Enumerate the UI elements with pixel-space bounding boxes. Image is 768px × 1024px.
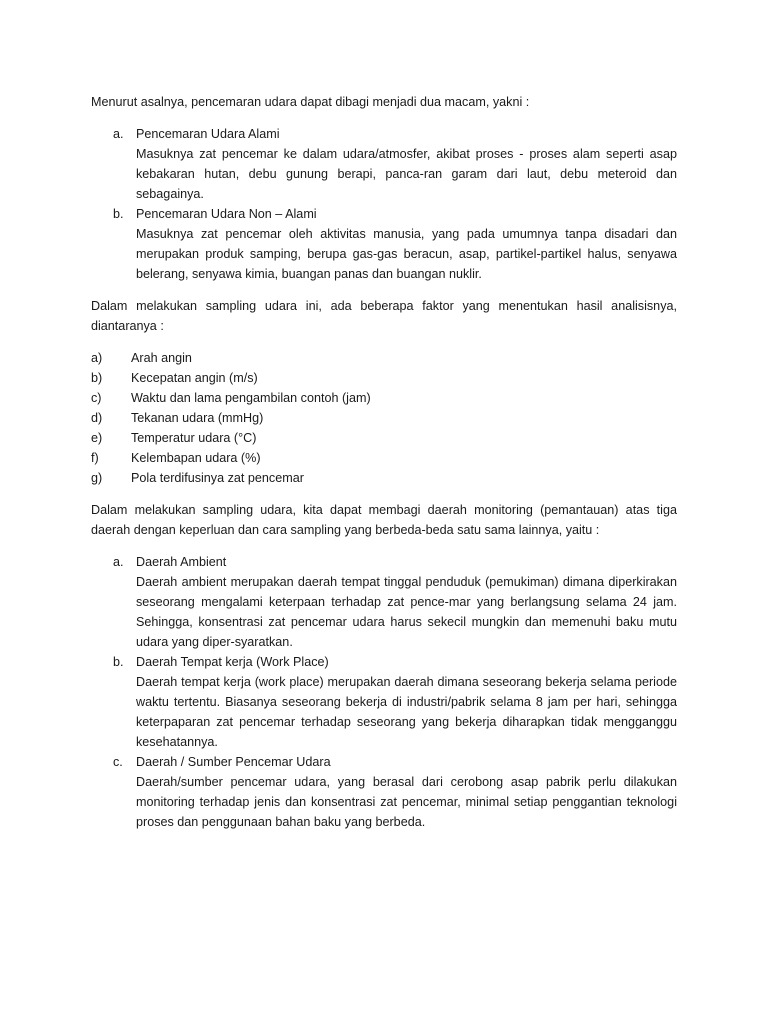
monitoring-area-list xyxy=(91,552,677,832)
list-marker: b) xyxy=(91,371,103,385)
list-marker: d) xyxy=(91,411,103,425)
item-body: Masuknya zat pencemar ke dalam udara/atmosfer, akibat proses - proses alam seperti asap kebakaran hutan, debu gunung berapi, panca-ran garam dari laut, debu meteroid dan sebagainya. xyxy=(136,147,677,201)
item-body: Daerah/sumber pencemar udara, yang berasal dari cerobong asap pabrik perlu dilakukan monitoring terhadap jenis dan konsentrasi zat pencemar, minimal setiap penggantian teknologi proses dan penggunaan bahan baku yang berbeda. xyxy=(136,775,677,829)
item-title: Pencemaran Udara Alami xyxy=(136,127,280,141)
list-item xyxy=(91,448,677,468)
item-title: Daerah Tempat kerja (Work Place) xyxy=(136,655,329,669)
list-item xyxy=(91,408,677,428)
list-item xyxy=(91,348,677,368)
item-title: Pencemaran Udara Non – Alami xyxy=(136,207,317,221)
list-marker: c. xyxy=(113,755,123,769)
list-marker: a. xyxy=(113,127,124,141)
list-item xyxy=(91,428,677,448)
list-item xyxy=(91,652,677,752)
factor-text: Kecepatan angin (m/s) xyxy=(131,371,258,385)
list-marker: c) xyxy=(91,391,102,405)
list-item xyxy=(91,388,677,408)
intro-paragraph: Menurut asalnya, pencemaran udara dapat dibagi menjadi dua macam, yakni : xyxy=(91,95,530,109)
list-marker: b. xyxy=(113,207,124,221)
item-title: Daerah Ambient xyxy=(136,555,227,569)
factor-text: Kelembapan udara (%) xyxy=(131,451,261,465)
factor-text: Arah angin xyxy=(131,351,192,365)
list-item xyxy=(91,204,677,284)
factor-text: Pola terdifusinya zat pencemar xyxy=(131,471,304,485)
document-page xyxy=(91,92,677,832)
list-marker: f) xyxy=(91,451,99,465)
sampling-factor-list xyxy=(91,348,677,488)
item-body: Daerah ambient merupakan daerah tempat tinggal penduduk (pemukiman) dimana diperkirakan seseorang mengalami keterpaan terhadap zat pence-mar yang berlangsung selama 24 jam. Sehingga, konsentrasi zat pencemar udara harus sekecil mungkin dan memenuhi baku mutu udara yang diper-syaratkan. xyxy=(136,575,677,649)
list-item xyxy=(91,124,677,204)
sampling-intro-paragraph: Dalam melakukan sampling udara ini, ada beberapa faktor yang menentukan hasil analisisnya, diantaranya : xyxy=(91,299,677,333)
item-title: Daerah / Sumber Pencemar Udara xyxy=(136,755,331,769)
monitoring-intro-paragraph: Dalam melakukan sampling udara, kita dapat membagi daerah monitoring (pemantauan) atas tiga daerah dengan keperluan dan cara sampling yang berbeda-beda satu sama lainnya, yaitu : xyxy=(91,503,677,537)
list-marker: e) xyxy=(91,431,103,445)
list-marker: b. xyxy=(113,655,124,669)
list-marker: a) xyxy=(91,351,103,365)
list-marker: a. xyxy=(113,555,124,569)
list-marker: g) xyxy=(91,471,103,485)
factor-text: Waktu dan lama pengambilan contoh (jam) xyxy=(131,391,371,405)
list-item xyxy=(91,368,677,388)
list-item xyxy=(91,552,677,652)
factor-text: Temperatur udara (°C) xyxy=(131,431,257,445)
factor-text: Tekanan udara (mmHg) xyxy=(131,411,264,425)
pollution-source-list xyxy=(91,124,677,284)
list-item xyxy=(91,752,677,832)
list-item xyxy=(91,468,677,488)
item-body: Masuknya zat pencemar oleh aktivitas manusia, yang pada umumnya tanpa disadari dan merupakan produk samping, berupa gas-gas beracun, asap, partikel-partikel halus, senyawa belerang, senyawa kimia, buangan panas dan buangan nuklir. xyxy=(136,227,677,281)
item-body: Daerah tempat kerja (work place) merupakan daerah dimana seseorang bekerja selama periode waktu tertentu. Biasanya seseorang bekerja di industri/pabrik selama 8 jam per hari, sehingga keterpaparan zat pencemar terhadap seseorang yang bekerja diharapkan tidak mengganggu kesehatannya. xyxy=(136,675,677,749)
